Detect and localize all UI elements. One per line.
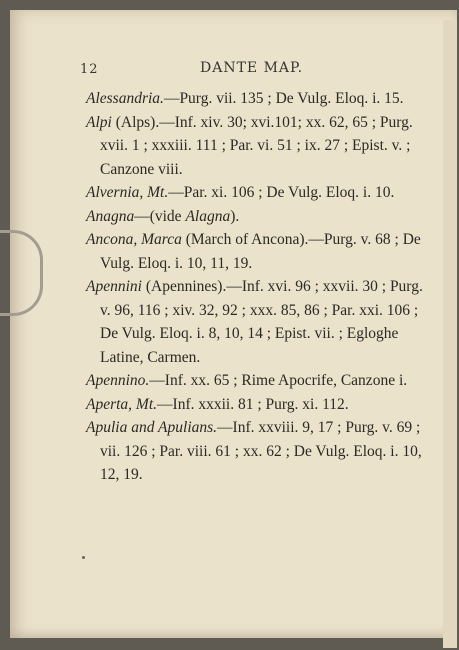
entry-alvernia [86, 181, 436, 205]
book-page [10, 10, 457, 638]
entry-references-end: ). [230, 207, 240, 225]
gazetteer-entries [86, 87, 436, 487]
entry-term: Ancona, Marca [86, 231, 182, 248]
entry-term: Alvernia, Mt. [86, 184, 169, 201]
entry-references: (March of Ancona).—Purg. v. 68 ; De Vulg. Eloq. i. 10, 11, 19. [100, 231, 421, 272]
entry-term: Apennino. [86, 372, 150, 389]
entry-apulia [86, 416, 436, 487]
entry-alessandria [86, 87, 436, 111]
entry-references: —Par. xi. 106 ; De Vulg. Eloq. i. 10. [168, 184, 395, 201]
cross-reference-term: Alagna [185, 207, 231, 225]
entry-alpi [86, 111, 436, 182]
page-number: 12 [80, 62, 99, 77]
entry-term: Alpi [86, 113, 112, 131]
entry-references: (Alps).—Inf. xiv. 30; xvi.101; xx. 62, 65 ; Purg. xvii. 1 ; xxxiii. 111 ; Par. vi. 51 ; ix. 27 ; Epist. v. ; Canzone viii. [100, 113, 413, 178]
entry-apennino [86, 369, 436, 393]
page-edge [443, 20, 457, 648]
entry-references: —Purg. vii. 135 ; De Vulg. Eloq. i. 15. [163, 90, 404, 107]
entry-term: Apennini [86, 278, 142, 295]
entry-term: Alessandria. [86, 90, 164, 107]
entry-references: —Inf. xx. 65 ; Rime Apocrife, Canzone i. [149, 372, 408, 389]
entry-ancona [86, 228, 436, 275]
entry-aperta [86, 393, 436, 417]
entry-term: Anagna [86, 207, 135, 225]
entry-term: Apulia and Apulians. [86, 419, 218, 436]
entry-references: —(vide [134, 207, 186, 225]
ink-speck [82, 556, 85, 559]
running-title: DANTE MAP. [200, 60, 304, 76]
entry-references: (Apennines).—Inf. xvi. 96 ; xxvii. 30 ; Purg. v. 96, 116 ; xiv. 32, 92 ; xxx. 85, 86 ; Par. xxi. 106 ; De Vulg. Eloq. i. 8, 10, 14 ; Epist. vii. ; Egloghe Latine, Carmen. [100, 278, 423, 366]
entry-anagna [86, 205, 436, 229]
page-header [10, 58, 457, 80]
binding-string [0, 230, 43, 316]
entry-references: —Inf. xxxii. 81 ; Purg. xi. 112. [157, 395, 349, 413]
entry-apennini [86, 275, 436, 369]
entry-references: —Inf. xxviii. 9, 17 ; Purg. v. 69 ; vii. 126 ; Par. viii. 61 ; xx. 62 ; De Vulg. Eloq. i. 10, 12, 19. [100, 419, 422, 483]
entry-term: Aperta, Mt. [86, 395, 158, 413]
